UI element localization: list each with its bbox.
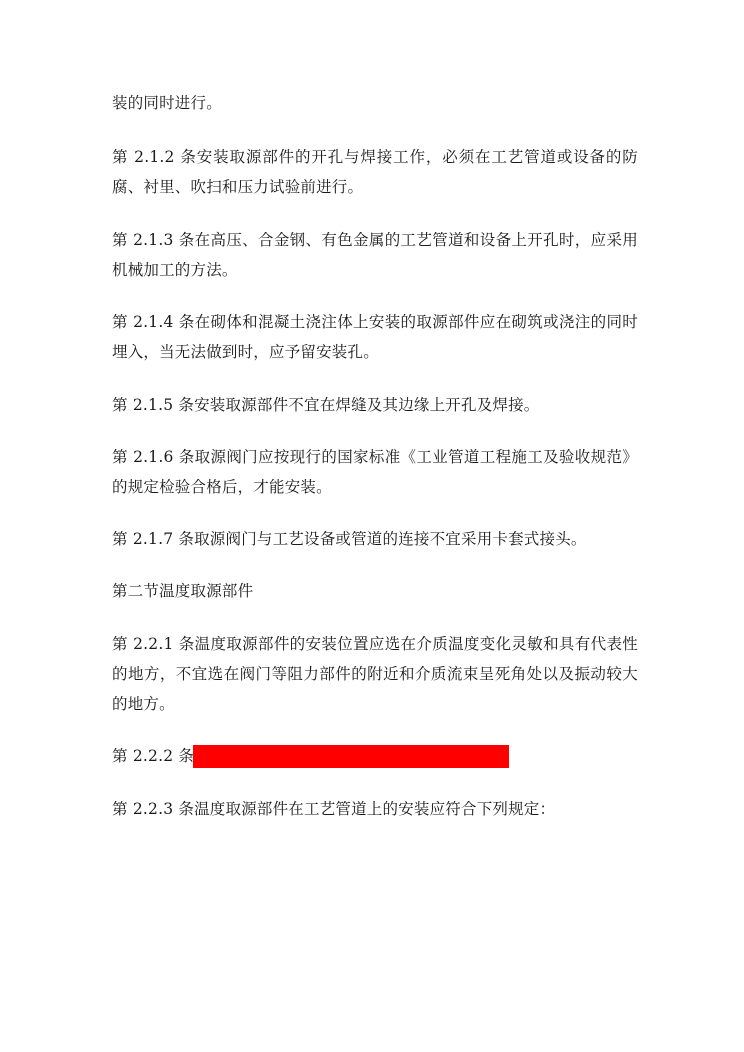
- paragraph-2-2-2-prefix: 第 2.2.2 条: [112, 747, 195, 766]
- paragraph-2-1-7: 第 2.1.7 条取源阀门与工艺设备或管道的连接不宜采用卡套式接头。: [112, 530, 587, 549]
- paragraph-2-1-3: 第 2.1.3 条在高压、合金钢、有色金属的工艺管道和设备上开孔时，应采用机械加工的方法。: [112, 230, 638, 279]
- section-heading-2: 第二节温度取源部件: [112, 582, 254, 601]
- paragraph-2-1-5: 第 2.1.5 条安装取源部件不宜在焊缝及其边缘上开孔及焊接。: [112, 395, 540, 414]
- paragraph-continuation: 装的同时进行。: [112, 94, 222, 112]
- paragraph-2-1-6: 第 2.1.6 条取源阀门应按现行的国家标准《工业管道工程施工及验收规范》的规定检验合格后，才能安装。: [112, 447, 638, 496]
- highlight-marker: 热电偶取源部件的安装位置，宜远离强磁场。: [194, 747, 509, 766]
- paragraph-2-2-1: 第 2.2.1 条温度取源部件的安装位置应选在介质温度变化灵敏和具有代表性的地方，不宜选在阀门等阻力部件的附近和介质流束呈死角处以及振动较大的地方。: [112, 634, 638, 714]
- paragraph-2-2-3: 第 2.2.3 条温度取源部件在工艺管道上的安装应符合下列规定：: [112, 799, 556, 818]
- document-body: [112, 88, 638, 824]
- paragraph-2-2-2: [112, 741, 638, 771]
- paragraph-2-1-2: 第 2.1.2 条安装取源部件的开孔与焊接工作，必须在工艺管道或设备的防腐、衬里、吹扫和压力试验前进行。: [112, 148, 638, 197]
- paragraph-2-1-4: 第 2.1.4 条在砌体和混凝土浇注体上安装的取源部件应在砌筑或浇注的同时埋入，当无法做到时，应予留安装孔。: [112, 313, 638, 362]
